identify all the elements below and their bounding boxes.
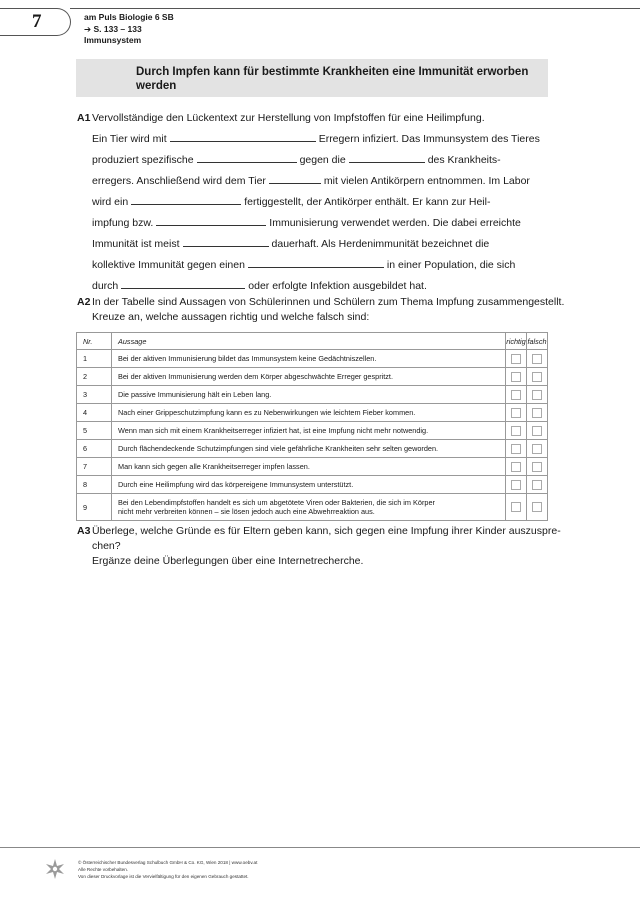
wrong-checkbox[interactable] [532, 372, 542, 382]
cloze-text-segment: fertiggestellt, der Antikörper enthält. Er kann zur Heil- [244, 196, 491, 208]
row-statement: Die passive Immunisierung hält ein Leben lang. [112, 386, 506, 404]
table-row [77, 368, 548, 386]
correct-checkbox[interactable] [511, 462, 521, 472]
page-number: 7 [32, 11, 42, 32]
cloze-text-segment: Immunität ist meist [92, 238, 180, 250]
wrong-checkbox[interactable] [532, 480, 542, 490]
wrong-checkbox[interactable] [532, 390, 542, 400]
correct-checkbox[interactable] [511, 502, 521, 512]
topic-label: Immunsystem [84, 35, 142, 45]
header-rule [70, 8, 640, 9]
statements-table [76, 332, 548, 521]
row-number: 1 [77, 350, 112, 368]
header-statement: Aussage [112, 333, 506, 350]
row-statement-line: nicht mehr verbreiten können – sie lösen jedoch auch eine Abwehrreaktion aus. [118, 507, 375, 516]
row-number: 3 [77, 386, 112, 404]
cloze-text-segment: kollektive Immunität gegen einen [92, 259, 245, 271]
footer-rule [0, 847, 640, 848]
footer-line: © Österreichischer Bundesverlag Schulbuch GmbH & Co. KG, Wien 2018 | www.oebv.at [78, 860, 258, 865]
table-header-row [77, 333, 548, 350]
table-row [77, 422, 548, 440]
cloze-line-1 [92, 131, 540, 145]
row-number: 4 [77, 404, 112, 422]
task-a3-line: Überlege, welche Gründe es für Eltern geben kann, sich gegen eine Impfung ihrer Kinder auszuspre- [92, 525, 561, 537]
cloze-line-7 [92, 257, 515, 271]
cloze-blank[interactable] [170, 131, 316, 142]
cloze-blank[interactable] [349, 152, 425, 163]
cloze-text-segment: Erregern infiziert. Das Immunsystem des Tieres [318, 133, 540, 145]
correct-checkbox[interactable] [511, 354, 521, 364]
cloze-text-segment: Immunisierung verwendet werden. Die dabei erreichte [269, 217, 521, 229]
task-a1-instruction: Vervollständige den Lückentext zur Herstellung von Impfstoffen für eine Heilimpfung. [92, 112, 485, 124]
cloze-line-8 [92, 278, 427, 292]
cloze-line-4 [92, 194, 490, 208]
header-correct: richtig [506, 333, 527, 350]
cloze-text-segment: erregers. Anschließend wird dem Tier [92, 175, 266, 187]
table-row [77, 350, 548, 368]
row-statement: Wenn man sich mit einem Krankheitserreger infiziert hat, ist eine Impfung nicht mehr notwendig. [112, 422, 506, 440]
table-row [77, 476, 548, 494]
oebv-star-logo-icon [44, 858, 66, 880]
footer-line: Von dieser Druckvorlage ist die Vervielfältigung für den eigenen Gebrauch gestattet. [78, 874, 249, 879]
task-a2-instruction-line: Kreuze an, welche aussagen richtig und welche falsch sind: [92, 311, 370, 323]
row-number: 8 [77, 476, 112, 494]
cloze-text-segment: in einer Population, die sich [386, 259, 516, 271]
task-a3-label: A3 [77, 525, 91, 537]
task-a1-label: A1 [77, 112, 91, 124]
table-row [77, 386, 548, 404]
row-number: 7 [77, 458, 112, 476]
cloze-line-5 [92, 215, 521, 229]
cloze-text-segment: impfung bzw. [92, 217, 154, 229]
row-number: 5 [77, 422, 112, 440]
cloze-line-2 [92, 152, 501, 166]
row-statement: Durch flächendeckende Schutzimpfungen sind viele gefährliche Krankheiten sehr selten geworden. [112, 440, 506, 458]
cloze-text-segment: Ein Tier wird mit [92, 133, 167, 145]
cloze-line-6 [92, 236, 489, 250]
cloze-blank[interactable] [183, 236, 269, 247]
footer-copyright [78, 859, 257, 880]
table-row [77, 404, 548, 422]
cloze-text-segment: oder erfolgte Infektion ausgebildet hat. [248, 280, 427, 292]
correct-checkbox[interactable] [511, 480, 521, 490]
cloze-text-segment: mit vielen Antikörpern entnommen. Im Labor [323, 175, 530, 187]
footer-line: Alle Rechte vorbehalten. [78, 867, 129, 872]
page-number-tab [0, 8, 71, 36]
row-number: 2 [77, 368, 112, 386]
task-a3-text [92, 524, 561, 569]
row-statement: Bei der aktiven Immunisierung werden dem Körper abgeschwächte Erreger gespritzt. [112, 368, 506, 386]
correct-checkbox[interactable] [511, 372, 521, 382]
cloze-text-segment: produziert spezifische [92, 154, 194, 166]
header-info [84, 12, 174, 47]
task-a2-instruction [92, 295, 564, 325]
task-a2-instruction-line: In der Tabelle sind Aussagen von Schülerinnen und Schülern zum Thema Impfung zusammengestellt. [92, 296, 565, 308]
cloze-blank[interactable] [197, 152, 297, 163]
wrong-checkbox[interactable] [532, 502, 542, 512]
book-title: am Puls Biologie 6 SB [84, 12, 174, 22]
title-box [76, 59, 548, 97]
cloze-blank[interactable] [121, 278, 245, 289]
correct-checkbox[interactable] [511, 426, 521, 436]
wrong-checkbox[interactable] [532, 354, 542, 364]
row-statement: Nach einer Grippeschutzimpfung kann es zu Nebenwirkungen wie leichtem Fieber kommen. [112, 404, 506, 422]
cloze-text-segment: dauerhaft. Als Herdenimmunität bezeichnet die [271, 238, 490, 250]
cloze-blank[interactable] [248, 257, 384, 268]
row-statement [112, 494, 506, 521]
task-a3-line: chen? [92, 540, 121, 552]
wrong-checkbox[interactable] [532, 444, 542, 454]
row-statement: Bei der aktiven Immunisierung bildet das Immunsystem keine Gedächtniszellen. [112, 350, 506, 368]
page-reference: ➔ S. 133 – 133 [84, 23, 142, 34]
wrong-checkbox[interactable] [532, 408, 542, 418]
worksheet-title: Durch Impfen kann für bestimmte Krankheiten eine Immunität erworben werden [136, 66, 529, 92]
table-row [77, 494, 548, 521]
task-a3-line: Ergänze deine Überlegungen über eine Internetrecherche. [92, 555, 364, 567]
cloze-blank[interactable] [269, 173, 321, 184]
cloze-text-segment: gegen die [299, 154, 346, 166]
header-wrong: falsch [527, 333, 548, 350]
cloze-blank[interactable] [156, 215, 266, 226]
correct-checkbox[interactable] [511, 390, 521, 400]
row-statement-line: Bei den Lebendimpfstoffen handelt es sich um abgetötete Viren oder Bakterien, die sich im Körper [118, 498, 435, 507]
cloze-text-segment: durch [92, 280, 119, 292]
correct-checkbox[interactable] [511, 408, 521, 418]
header-nr: Nr. [77, 333, 112, 350]
wrong-checkbox[interactable] [532, 462, 542, 472]
row-number: 9 [77, 494, 112, 521]
table-row [77, 440, 548, 458]
correct-checkbox[interactable] [511, 444, 521, 454]
wrong-checkbox[interactable] [532, 426, 542, 436]
cloze-text-segment: wird ein [92, 196, 129, 208]
table-row [77, 458, 548, 476]
cloze-blank[interactable] [131, 194, 241, 205]
cloze-text-segment: des Krankheits- [427, 154, 501, 166]
row-statement: Man kann sich gegen alle Krankheitserreger impfen lassen. [112, 458, 506, 476]
row-statement: Durch eine Heilimpfung wird das körpereigene Immunsystem unterstützt. [112, 476, 506, 494]
cloze-line-3 [92, 173, 530, 187]
row-number: 6 [77, 440, 112, 458]
task-a2-label: A2 [77, 296, 91, 308]
